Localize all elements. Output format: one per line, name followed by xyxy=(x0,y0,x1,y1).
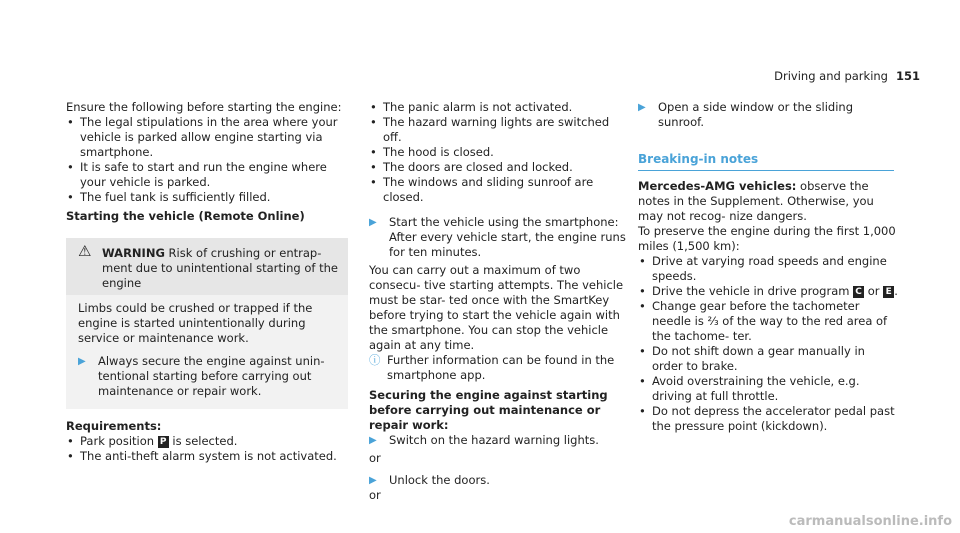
page-number: 151 xyxy=(895,69,920,83)
list-item: • Drive the vehicle in drive program C or E . xyxy=(638,284,898,299)
warning-icon: ⚠ xyxy=(78,242,92,260)
list-item: • Do not depress the accelerator pedal past the pressure point (kickdown). xyxy=(638,404,898,434)
action-step: ▶ Start the vehicle using the smartphone: After every vehicle start, the engine runs for ten minutes. xyxy=(369,215,626,259)
column-3 xyxy=(638,100,898,434)
warning-body xyxy=(66,295,348,409)
or-text: or xyxy=(369,451,381,465)
list-item: • The anti-theft alarm system is not activated. xyxy=(66,449,351,464)
list-item: • The doors are closed and locked. xyxy=(369,160,629,175)
paragraph: You can carry out a maximum of two consecu- tive starting attempts. The vehicle must be star- ted once with the SmartKey before trying to start the vehicle again with the smartphone. You can stop the vehicle again at any time. xyxy=(369,263,624,352)
or-text: or xyxy=(369,488,381,502)
list-item: • Drive at varying road speeds and engine speeds. xyxy=(638,254,898,284)
arrow-icon: ▶ xyxy=(369,217,377,228)
section-heading: Securing the engine against starting before carrying out maintenance or repair work: xyxy=(369,388,608,432)
watermark: carmanualsonline.info xyxy=(788,514,952,529)
preserve-text: To preserve the engine during the first 1,000 miles (1,500 km): xyxy=(638,224,896,253)
list-item: • The hazard warning lights are switched off. xyxy=(369,115,629,145)
header-title: Driving and parking xyxy=(774,69,888,83)
arrow-icon: ▶ xyxy=(369,435,377,446)
column-1 xyxy=(66,100,351,464)
drive-program-e-icon: E xyxy=(883,286,894,298)
action-step: ▶ Switch on the hazard warning lights. xyxy=(369,433,599,447)
section-title: Breaking-in notes xyxy=(638,152,759,166)
list-item: • The hood is closed. xyxy=(369,145,629,160)
amg-note: Mercedes-AMG vehicles: observe the notes in the Supplement. Otherwise, you may not recog- nize dangers. xyxy=(638,179,874,223)
list-item: • Change gear before the tachometer needle is ⅔ of the way to the red area of the tachome- ter. xyxy=(638,299,898,344)
list-item: • It is safe to start and run the engine where your vehicle is parked. xyxy=(66,160,351,190)
warning-action: ▶ Always secure the engine against unin- tentional starting before carrying out maintenance or repair work. xyxy=(78,354,325,398)
list-item: • The legal stipulations in the area where your vehicle is parked allow engine starting via smartphone. xyxy=(66,115,351,160)
action-step: ▶ Open a side window or the sliding sunroof. xyxy=(638,100,853,129)
list-item: • The windows and sliding sunroof are closed. xyxy=(369,175,629,205)
action-step: ▶ Unlock the doors. xyxy=(369,473,490,487)
list-item: • The fuel tank is sufficiently filled. xyxy=(66,190,351,205)
column-2 xyxy=(369,100,629,503)
info-note: ⓘ Further information can be found in the smartphone app. xyxy=(369,353,615,382)
warning-title: Risk of crushing or entrap- ment due to unintentional starting of the engine xyxy=(102,246,338,290)
arrow-icon: ▶ xyxy=(369,475,377,486)
warning-header xyxy=(66,238,348,295)
warning-label: WARNING xyxy=(102,246,165,260)
arrow-icon: ▶ xyxy=(78,356,86,367)
divider xyxy=(638,170,894,171)
section-heading: Starting the vehicle (Remote Online) xyxy=(66,209,305,223)
list-item: • Avoid overstraining the vehicle, e.g. driving at full throttle. xyxy=(638,374,898,404)
list-item: • Park position P is selected. xyxy=(66,434,351,449)
warning-box xyxy=(66,238,348,409)
park-key-icon: P xyxy=(158,436,169,448)
page-header xyxy=(774,69,920,84)
warning-text: Limbs could be crushed or trapped if the engine is started unintentionally during service or maintenance work. xyxy=(78,301,313,345)
drive-program-c-icon: C xyxy=(853,286,864,298)
list-item: • The panic alarm is not activated. xyxy=(369,100,629,115)
info-icon: ⓘ xyxy=(369,353,381,367)
list-item: • Do not shift down a gear manually in order to brake. xyxy=(638,344,898,374)
arrow-icon: ▶ xyxy=(638,102,646,113)
requirements-heading: Requirements: xyxy=(66,419,162,433)
intro-text: Ensure the following before starting the engine: xyxy=(66,100,342,114)
